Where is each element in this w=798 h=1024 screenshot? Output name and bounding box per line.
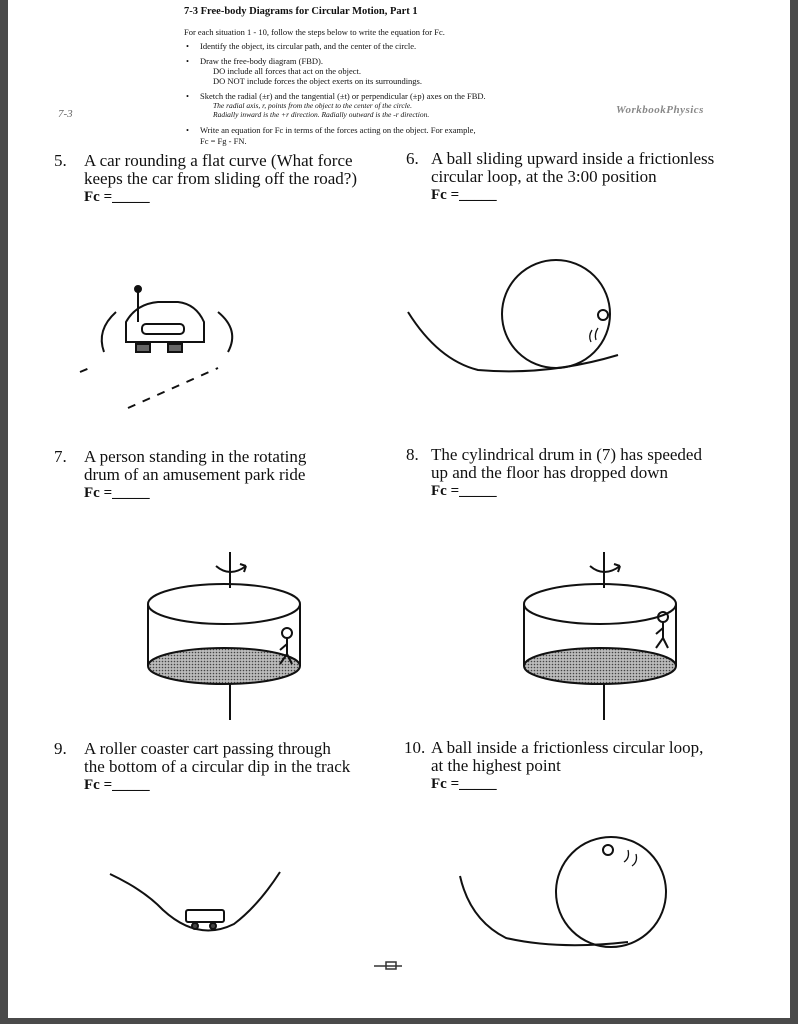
fc-blank: Fc =_____ (84, 485, 150, 501)
loop-ball-3oclock-drawing (408, 260, 618, 371)
fc-blank: Fc =_____ (431, 483, 497, 499)
question-number: 7. (54, 447, 67, 466)
bullet-icon: • (186, 91, 189, 101)
question-number: 10. (404, 738, 426, 757)
question-text-line: The cylindrical drum in (7) has speeded (431, 445, 702, 464)
question-text-line: A ball sliding upward inside a frictionless (431, 149, 715, 168)
roller-coaster-dip-drawing (110, 872, 280, 930)
question-number: 6. (406, 149, 419, 168)
question-number: 5. (54, 151, 67, 170)
step-2: Draw the free-body diagram (FBD). (200, 56, 323, 66)
car-on-curve-drawing (80, 286, 232, 408)
question-text-line: circular loop, at the 3:00 position (431, 167, 657, 186)
step-1: Identify the object, its circular path, and the center of the circle. (200, 41, 417, 51)
fc-blank: Fc =_____ (431, 187, 497, 203)
step-4-example: Fc = Fg - FN. (200, 136, 247, 146)
question-text-line: up and the floor has dropped down (431, 463, 669, 482)
bullet-icon: • (186, 56, 189, 66)
side-label: 7-3 (58, 108, 73, 120)
question-text-line: at the highest point (431, 756, 561, 775)
question-text-line: A roller coaster cart passing through (84, 739, 331, 758)
step-3a: The radial axis, r, points from the object to the center of the circle. (213, 101, 412, 110)
question-text-line: A car rounding a flat curve (What force (84, 151, 353, 170)
bullet-icon: • (186, 125, 189, 135)
step-3b: Radially inward is the +r direction. Radially outward is the -r direction. (213, 110, 430, 119)
step-4: Write an equation for Fc in terms of the forces acting on the object. For example, (200, 125, 476, 135)
step-2a: DO include all forces that act on the object. (213, 66, 361, 76)
question-number: 8. (406, 445, 419, 464)
footer-mark (374, 962, 402, 969)
question-text-line: A ball inside a frictionless circular loop, (431, 738, 704, 757)
loop-ball-top-drawing (460, 837, 666, 947)
question-text-line: the bottom of a circular dip in the track (84, 757, 351, 776)
drum-floor-dropped-drawing (524, 552, 676, 720)
question-number: 9. (54, 739, 67, 758)
fc-blank: Fc =_____ (84, 777, 150, 793)
step-3: Sketch the radial (±r) and the tangential (±t) or perpendicular (±p) axes on the FBD. (200, 91, 486, 101)
question-text-line: A person standing in the rotating (84, 447, 307, 466)
fc-blank: Fc =_____ (84, 189, 150, 205)
bullet-icon: • (186, 41, 189, 51)
fc-blank: Fc =_____ (431, 776, 497, 792)
watermark: WorkbookPhysics (616, 104, 704, 116)
step-2b: DO NOT include forces the object exerts on its surroundings. (213, 76, 422, 86)
worksheet-page (8, 0, 790, 1018)
worksheet-title: 7-3 Free-body Diagrams for Circular Motion, Part 1 (184, 6, 418, 17)
question-text-line: keeps the car from sliding off the road?) (84, 169, 358, 188)
intro-text: For each situation 1 - 10, follow the steps below to write the equation for Fc. (184, 27, 445, 37)
rotating-drum-drawing (148, 552, 300, 720)
diagrams (8, 0, 790, 1018)
question-text-line: drum of an amusement park ride (84, 465, 306, 484)
